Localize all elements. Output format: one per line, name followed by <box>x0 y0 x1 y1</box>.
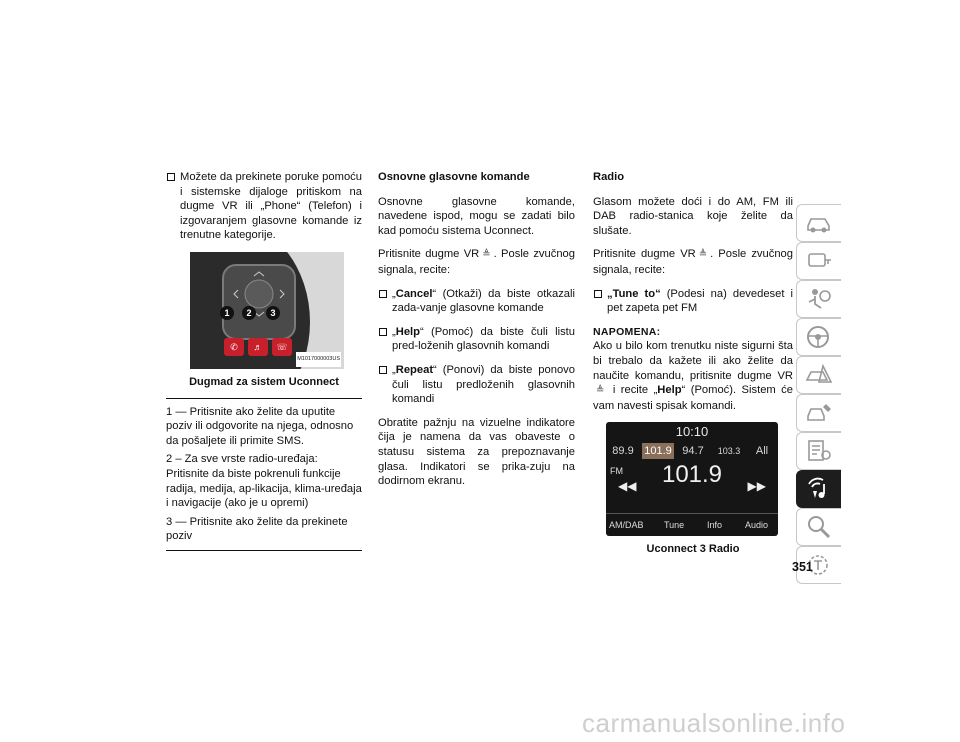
voice-command-icon: ≜ <box>482 249 491 261</box>
paragraph: Osnovne glasovne komande, navedene ispod, mogu se zadati bilo kad pomoću sistema Uconnect. <box>378 195 575 237</box>
tab-multimedia[interactable] <box>796 470 841 508</box>
tab-search-index[interactable] <box>796 508 841 546</box>
command-name: „Tune to“ <box>607 287 661 300</box>
bullet-box-icon <box>379 366 387 374</box>
search-index-icon <box>805 514 833 540</box>
bullet-item <box>378 325 575 354</box>
bullet-text: (Pomoć) da biste čuli listu pred-loženih glasovnih komandi <box>392 325 575 353</box>
softkey-tune: Tune <box>664 519 685 530</box>
text-span: Pritisnite dugme VR <box>593 248 696 261</box>
quote-close: “ <box>432 287 437 300</box>
paragraph: Obratite pažnju na vizuelne indikatore čija je namena da vas obaveste o statusu sistema za prepoznavanje glasa. Indikatori se prika-zuju na dodirnom ekranu. <box>378 416 575 488</box>
command-name: Cancel <box>395 287 433 300</box>
bullet-text: (Ponovi) da biste ponovo čuli listu predloženih glasovnih komandi <box>392 363 575 406</box>
tab-car-service[interactable] <box>796 394 841 432</box>
text-span: “ (Pomoć). Sistem će vam navesti spisak komandi. <box>593 384 793 412</box>
callout-2: 2 <box>242 306 256 320</box>
radio-preset: 94.7 <box>682 445 704 458</box>
bullet-text: (Podesi na) devedeset i pet zapeta pet FM <box>607 287 793 315</box>
bullet-text: (Otkaži) da biste otkazali zada-vanje glasovne komande <box>392 287 575 315</box>
figure-legend <box>166 398 362 551</box>
text-span: . Posle zvučnog signala, recite: <box>593 248 793 276</box>
bullet-box-icon <box>379 328 387 336</box>
text-span: . Posle zvučnog signala, recite: <box>378 248 575 276</box>
softkey-audio: Audio <box>745 519 769 530</box>
car-key-icon <box>805 248 833 274</box>
car-overview-icon <box>805 210 833 236</box>
callout-1: 1 <box>220 306 234 320</box>
paragraph <box>593 247 793 277</box>
page-number: 351 <box>792 560 813 574</box>
bullet-box-icon <box>379 290 387 298</box>
quote-close: “ <box>419 325 424 338</box>
softkey-info: Info <box>707 519 723 530</box>
bullet-box-icon <box>594 290 602 298</box>
tab-airbag[interactable] <box>796 280 841 318</box>
seek-forward-icon: ▶▶ <box>747 479 766 494</box>
bullet-item <box>166 170 362 243</box>
quote-open: „ <box>392 287 396 300</box>
phone-button: ✆ <box>224 338 244 356</box>
column-2 <box>378 170 575 498</box>
bullet-text: Možete da prekinete poruke pomoću i sistemske dijaloge pritiskom na dugme VR ili „Phone“ (Telefon) i izgovaranjem glasovne komande iz trenutne kategorije. <box>180 171 362 242</box>
control-pad <box>222 264 296 340</box>
radio-preset: 103.3 <box>717 446 741 457</box>
radio-preset-selected: 101.9 <box>642 443 674 459</box>
section-heading: Osnovne glasovne komande <box>378 171 530 183</box>
quote-close: “ <box>433 363 437 376</box>
tab-breakdown[interactable] <box>796 356 841 394</box>
end-call-button: ☏ <box>272 338 292 356</box>
legend-item: 1 — Pritisnite ako želite da uputite poziv ili odgovorite na njega, odnosno da pošaljete ili primite SMS. <box>166 405 354 447</box>
column-1 <box>166 170 362 551</box>
softkey-am-dab: AM/DAB <box>609 519 644 530</box>
specs-icon <box>805 438 833 464</box>
quote-open: „ <box>392 325 396 338</box>
steering-wheel-icon <box>805 324 833 350</box>
section-heading: Radio <box>593 171 625 183</box>
bullet-item <box>378 363 575 407</box>
seek-back-icon: ◀◀ <box>618 479 637 494</box>
watermark: carmanualsonline.info <box>582 708 846 738</box>
text-span: Ako u bilo kom trenutku niste sigurni šta bi trebalo da kažete ili ako želite da naučite komandu, pritisnite dugme VR <box>593 340 793 382</box>
command-name: Repeat <box>395 363 434 376</box>
text-span: i recite „ <box>607 384 658 397</box>
bullet-item <box>593 287 793 316</box>
steering-wheel-controls-image <box>190 252 344 369</box>
note-text <box>593 339 793 413</box>
radio-frequency: 101.9 <box>661 461 723 489</box>
callout-3: 3 <box>266 306 280 320</box>
breakdown-icon <box>805 362 833 388</box>
figure-caption: Dugmad za sistem Uconnect <box>189 375 339 388</box>
image-code: M1017000003US <box>296 352 341 367</box>
voice-button: ♬ <box>248 338 268 356</box>
legend-item: 3 — Pritisnite ako želite da prekinete poziv <box>166 515 348 543</box>
multimedia-icon <box>805 476 833 502</box>
paragraph <box>378 247 575 277</box>
tab-specs[interactable] <box>796 432 841 470</box>
text-span: Pritisnite dugme VR <box>378 248 480 261</box>
command-name: Help <box>657 384 682 397</box>
tab-car-key[interactable] <box>796 242 841 280</box>
column-3 <box>593 170 793 565</box>
car-service-icon <box>805 400 833 426</box>
tab-steering-wheel[interactable] <box>796 318 841 356</box>
radio-screen-image <box>606 422 778 536</box>
tab-car-overview[interactable] <box>796 204 841 242</box>
note-title: NAPOMENA: <box>593 325 661 338</box>
voice-command-icon: ≜ <box>698 249 708 261</box>
quote-open: „ <box>392 363 396 376</box>
radio-preset: 89.9 <box>612 445 634 458</box>
bullet-box-icon <box>167 173 175 181</box>
bullet-item <box>378 287 575 316</box>
voice-command-icon: ≜ <box>596 385 605 397</box>
airbag-icon <box>805 286 833 312</box>
radio-time: 10:10 <box>675 424 709 440</box>
radio-preset-all: All <box>755 445 769 458</box>
legend-item: 2 – Za sve vrste radio-uređaja: Pritisnite da biste pokrenuli funkcije radija, medija, ap-likacija, klima-uređaja i navigacije (ako je u opremi) <box>166 453 362 510</box>
command-name: Help <box>395 325 420 338</box>
figure-caption: Uconnect 3 Radio <box>646 543 740 556</box>
paragraph: Glasom možete doći i do AM, FM ili DAB radio-stanica koje želite da slušate. <box>593 195 793 237</box>
radio-band: FM <box>610 466 623 477</box>
